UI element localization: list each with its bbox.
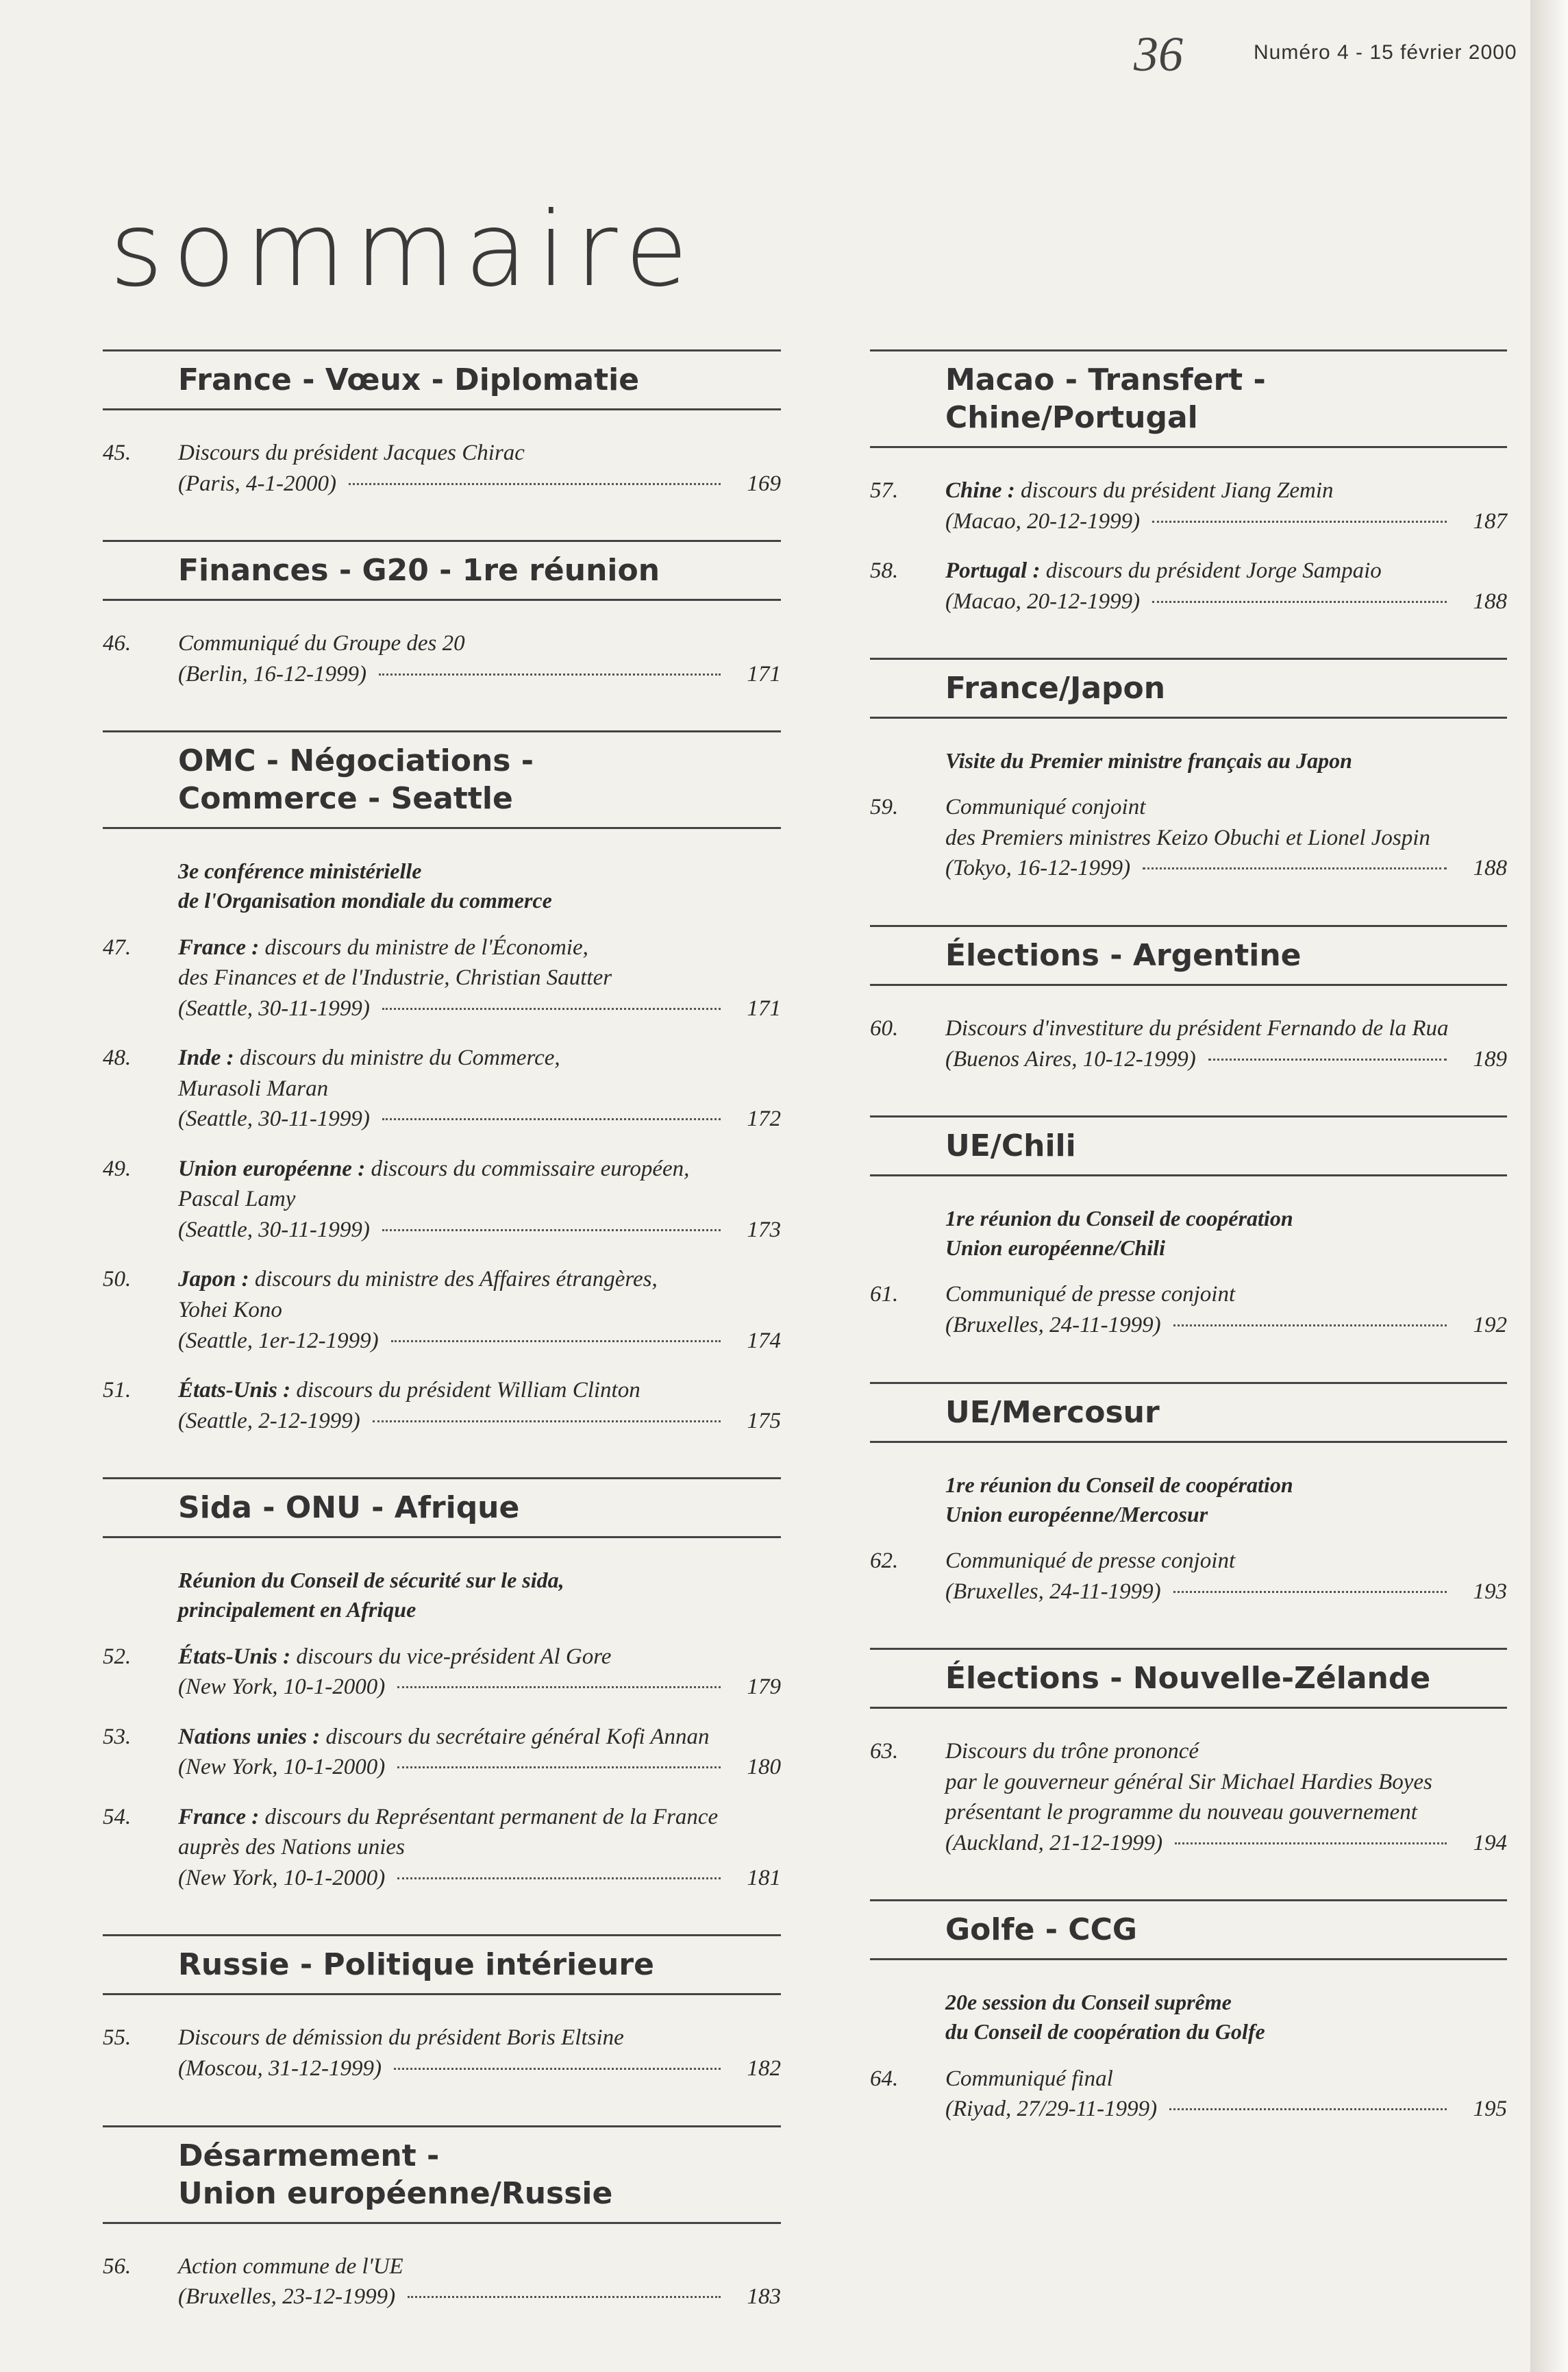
entry-number: 47. [103, 935, 132, 960]
page-number: 171 [747, 996, 781, 1021]
entry-number: 63. [870, 1739, 899, 1764]
dot-leader [382, 1118, 721, 1120]
entry-text: (Riyad, 27/29-11-1999) [945, 2097, 1158, 2122]
entry-line [178, 2023, 781, 2053]
entry-text: (Seattle, 30-11-1999) [178, 996, 370, 1021]
section-heading-line: OMC - Négociations - [178, 743, 534, 779]
page-number: 188 [1473, 589, 1507, 614]
entry-text: (Seattle, 30-11-1999) [178, 1107, 370, 1132]
toc-entry [103, 2023, 781, 2084]
entry-lead: Inde : [178, 1046, 234, 1071]
toc-entry [103, 1642, 781, 1703]
entry-number: 60. [870, 1016, 899, 1041]
section-heading-line: France - Vœux - Diplomatie [178, 362, 640, 397]
toc-section [103, 1477, 781, 1893]
entry-number: 57. [870, 478, 899, 503]
section-subtitle [945, 1470, 1507, 1529]
entry-line [178, 1074, 781, 1104]
section-heading-line: Élections - Argentine [945, 938, 1302, 974]
entry-text: France : discours du ministre de l'Économie, [178, 935, 588, 960]
entry-line [945, 1044, 1507, 1075]
entry-line [945, 1828, 1507, 1859]
entry-line [945, 1279, 1507, 1310]
dot-leader [373, 1420, 721, 1422]
entry-line [945, 823, 1507, 854]
entry-line [178, 1043, 781, 1074]
dot-leader [1173, 1591, 1447, 1593]
entry-body [945, 475, 1507, 536]
toc-entry [103, 932, 781, 1024]
section-heading-line: Commerce - Seattle [178, 781, 513, 817]
section-subtitle-line: 20e session du Conseil suprême [945, 1990, 1232, 2015]
entry-number: 64. [870, 2066, 899, 2091]
entry-text: (Moscou, 31-12-1999) [178, 2055, 382, 2081]
section-heading [870, 1115, 1507, 1176]
entry-line [178, 2282, 781, 2312]
toc-entry [103, 438, 781, 499]
toc-section [870, 1115, 1507, 1340]
section-subtitle-line: 1re réunion du Conseil de coopération [945, 1472, 1293, 1497]
dot-leader [1169, 2108, 1447, 2110]
entry-line [945, 506, 1507, 537]
entry-text: (Seattle, 30-11-1999) [178, 1217, 370, 1242]
page-number: 189 [1473, 1046, 1507, 1072]
section-heading-line: Finances - G20 - 1re réunion [178, 553, 660, 589]
entry-text: Portugal : discours du président Jorge Sampaio [945, 558, 1382, 584]
entry-line [178, 1832, 781, 1863]
toc-section [870, 658, 1507, 884]
entry-body [178, 628, 781, 689]
entry-line [178, 1642, 781, 1672]
entry-text: Chine : discours du président Jiang Zemin [945, 478, 1334, 503]
entry-body [945, 792, 1507, 884]
section-subtitle-line: 3e conférence ministérielle [178, 858, 422, 884]
entry-text: (Berlin, 16-12-1999) [178, 661, 366, 687]
toc-section [103, 730, 781, 1436]
entry-body [178, 1264, 781, 1356]
entry-text: Communiqué conjoint [945, 795, 1146, 820]
page-number: 179 [747, 1675, 781, 1700]
section-subtitle [178, 856, 781, 915]
section-heading [870, 925, 1507, 986]
dot-leader [382, 1229, 721, 1231]
section-heading [103, 540, 781, 601]
toc-entry [103, 628, 781, 689]
entry-line [178, 1752, 781, 1783]
section-subtitle-line: 1re réunion du Conseil de coopération [945, 1206, 1293, 1231]
entry-lead: Union européenne : [178, 1156, 366, 1181]
toc-entry [870, 475, 1507, 536]
entry-line [178, 1295, 781, 1326]
section-heading-line: Russie - Politique intérieure [178, 1947, 654, 1983]
section-subtitle [178, 1566, 781, 1624]
entry-text: Communiqué final [945, 2066, 1113, 2091]
dot-leader [397, 1877, 721, 1879]
entry-text: Murasoli Maran [178, 1076, 329, 1101]
toc-section [103, 540, 781, 689]
entry-body [178, 1642, 781, 1703]
toc-section [103, 1934, 781, 2084]
entry-lead: Chine : [945, 478, 1015, 503]
entry-number: 58. [870, 558, 899, 584]
entry-lead: France : [178, 935, 260, 960]
entry-text: Japon : discours du ministre des Affaires étrangères, [178, 1267, 658, 1292]
issue-header: Numéro 4 - 15 février 2000 [1254, 41, 1517, 64]
entry-line [178, 1104, 781, 1135]
page-number: 194 [1473, 1830, 1507, 1855]
dot-leader [1152, 601, 1447, 603]
entry-body [178, 1722, 781, 1783]
section-subtitle-line: de l'Organisation mondiale du commerce [178, 888, 552, 913]
toc-entry [870, 1736, 1507, 1858]
toc-entry [103, 1375, 781, 1436]
toc-entry [870, 792, 1507, 884]
page-number: 193 [1473, 1579, 1507, 1604]
page-number: 169 [747, 471, 781, 496]
dot-leader [382, 1008, 721, 1010]
entry-lead: États-Unis : [178, 1378, 291, 1403]
section-heading-line: France/Japon [945, 671, 1166, 706]
section-heading [103, 2125, 781, 2224]
entry-body [178, 1154, 781, 1246]
entry-line [178, 438, 781, 469]
section-subtitle-line: Visite du Premier ministre français au Japon [945, 748, 1352, 774]
entry-text: (Macao, 20-12-1999) [945, 589, 1141, 614]
entry-body [945, 556, 1507, 617]
entry-text: Union européenne : discours du commissaire européen, [178, 1156, 690, 1181]
right-column [870, 349, 1507, 2166]
entry-line [178, 1802, 781, 1833]
entry-line [178, 659, 781, 690]
entry-line [945, 1767, 1507, 1798]
entry-text: (Bruxelles, 24-11-1999) [945, 1313, 1161, 1338]
toc-entry [103, 1043, 781, 1135]
section-heading [103, 1934, 781, 1995]
entry-text: Inde : discours du ministre du Commerce, [178, 1046, 560, 1071]
entry-lead: Japon : [178, 1267, 249, 1292]
entry-body [178, 2251, 781, 2312]
entry-line [945, 1546, 1507, 1577]
entry-body [178, 1802, 781, 1894]
section-subtitle [945, 1204, 1507, 1263]
dot-leader [397, 1766, 721, 1768]
page-number: 171 [747, 661, 781, 687]
entry-line [945, 586, 1507, 617]
section-subtitle-line: Union européenne/Mercosur [945, 1501, 1208, 1527]
toc-entry [103, 2251, 781, 2312]
section-heading-line: UE/Mercosur [945, 1394, 1160, 1430]
section-subtitle-line: principalement en Afrique [178, 1597, 416, 1622]
toc-entry [870, 556, 1507, 617]
entry-number: 62. [870, 1548, 899, 1573]
entry-line [945, 2094, 1507, 2125]
section-heading [870, 658, 1507, 719]
toc-section [870, 349, 1507, 617]
entry-line [945, 1310, 1507, 1341]
toc-entry [870, 2064, 1507, 2125]
entry-lead: Nations unies : [178, 1724, 321, 1749]
entry-body [178, 2023, 781, 2084]
section-heading-line: Élections - Nouvelle-Zélande [945, 1661, 1431, 1696]
entry-text: Pascal Lamy [178, 1187, 296, 1212]
entry-number: 56. [103, 2253, 132, 2279]
entry-line [178, 1375, 781, 1406]
entry-text: Discours d'investiture du président Fernando de la Rua [945, 1016, 1449, 1041]
entry-number: 45. [103, 441, 132, 465]
entry-text: États-Unis : discours du président William Clinton [178, 1378, 640, 1403]
toc-entry [870, 1546, 1507, 1607]
entry-text: France : discours du Représentant permanent de la France [178, 1804, 719, 1829]
toc-entry [103, 1802, 781, 1894]
dot-leader [397, 1686, 721, 1688]
entry-body [178, 1043, 781, 1135]
section-heading [870, 1899, 1507, 1960]
entry-number: 54. [103, 1804, 132, 1829]
entry-text: (New York, 10-1-2000) [178, 1675, 386, 1700]
entry-lead: France : [178, 1804, 260, 1829]
dot-leader [1143, 867, 1447, 869]
entry-line [178, 1863, 781, 1894]
section-heading [870, 1648, 1507, 1709]
entry-number: 59. [870, 795, 899, 820]
entry-text: Communiqué de presse conjoint [945, 1548, 1236, 1573]
entry-text: auprès des Nations unies [178, 1835, 405, 1860]
entry-text: Discours du trône prononcé [945, 1739, 1199, 1764]
entry-number: 50. [103, 1267, 132, 1292]
entry-line [945, 1797, 1507, 1828]
section-subtitle-line: Réunion du Conseil de sécurité sur le sida, [178, 1568, 564, 1593]
entry-text: Discours du président Jacques Chirac [178, 441, 525, 465]
entry-text: Action commune de l'UE [178, 2253, 403, 2279]
toc-section [870, 1382, 1507, 1607]
entry-line [945, 2064, 1507, 2095]
entry-number: 46. [103, 631, 132, 656]
toc-entry [103, 1722, 781, 1783]
toc-section [870, 925, 1507, 1074]
section-heading [870, 1382, 1507, 1443]
dot-leader [1173, 1324, 1447, 1326]
entry-line [945, 1736, 1507, 1767]
entry-text: présentant le programme du nouveau gouvernement [945, 1800, 1417, 1825]
entry-line [178, 1326, 781, 1357]
page-number: 181 [747, 1865, 781, 1890]
entry-text: (Buenos Aires, 10-12-1999) [945, 1046, 1196, 1072]
entry-number: 53. [103, 1724, 132, 1749]
entry-text: (New York, 10-1-2000) [178, 1755, 386, 1780]
entry-line [178, 1184, 781, 1215]
entry-text: (New York, 10-1-2000) [178, 1865, 386, 1890]
toc-section [103, 2125, 781, 2312]
entry-line [178, 469, 781, 499]
entry-line [178, 1154, 781, 1185]
entry-line [178, 628, 781, 659]
section-subtitle [945, 1988, 1507, 2047]
entry-line [178, 993, 781, 1024]
section-heading-line: Chine/Portugal [945, 400, 1198, 435]
entry-text: (Paris, 4-1-2000) [178, 471, 336, 496]
entry-text: Yohei Kono [178, 1298, 282, 1323]
dot-leader [1152, 521, 1447, 523]
section-subtitle-line: Union européenne/Chili [945, 1235, 1165, 1261]
entry-line [178, 2251, 781, 2282]
entry-text: (Auckland, 21-12-1999) [945, 1830, 1163, 1855]
entry-lead: Portugal : [945, 558, 1041, 584]
section-heading [103, 349, 781, 410]
entry-text: (Macao, 20-12-1999) [945, 508, 1141, 534]
entry-body [178, 932, 781, 1024]
entry-body [945, 2064, 1507, 2125]
entry-body [945, 1013, 1507, 1074]
dot-leader [1208, 1059, 1447, 1061]
section-heading [103, 1477, 781, 1538]
page-number: 173 [747, 1217, 781, 1242]
entry-text: (Bruxelles, 23-12-1999) [178, 2284, 396, 2310]
entry-text: des Premiers ministres Keizo Obuchi et Lionel Jospin [945, 825, 1430, 850]
section-heading-line: UE/Chili [945, 1128, 1076, 1164]
entry-line [178, 963, 781, 993]
entry-line [178, 1264, 781, 1295]
entry-number: 61. [870, 1282, 899, 1307]
entry-line [945, 1013, 1507, 1044]
page-number: 188 [1473, 856, 1507, 881]
entry-text: Nations unies : discours du secrétaire général Kofi Annan [178, 1724, 710, 1749]
page-number: 183 [747, 2284, 781, 2310]
section-heading-line: Macao - Transfert - [945, 362, 1266, 397]
dot-leader [408, 2296, 721, 2298]
entry-line [945, 556, 1507, 586]
entry-lead: États-Unis : [178, 1644, 291, 1669]
entry-line [945, 853, 1507, 884]
page-number: 195 [1473, 2097, 1507, 2122]
section-subtitle-line: du Conseil de coopération du Golfe [945, 2019, 1265, 2044]
toc-entry [103, 1264, 781, 1356]
entry-body [945, 1279, 1507, 1340]
entry-line [178, 2053, 781, 2084]
page-number: 182 [747, 2055, 781, 2081]
entry-body [945, 1546, 1507, 1607]
dot-leader [379, 674, 721, 676]
page-number: 174 [747, 1328, 781, 1353]
dot-leader [391, 1340, 721, 1342]
section-heading-line: Désarmement - [178, 2138, 440, 2173]
entry-text: (Bruxelles, 24-11-1999) [945, 1579, 1161, 1604]
toc-section [870, 1648, 1507, 1858]
toc-entry [870, 1013, 1507, 1074]
dot-leader [394, 2068, 721, 2070]
entry-body [178, 438, 781, 499]
toc-section [103, 349, 781, 499]
page-number: 192 [1473, 1313, 1507, 1338]
entry-text: Communiqué de presse conjoint [945, 1282, 1236, 1307]
entry-text: (Seattle, 2-12-1999) [178, 1408, 360, 1433]
entry-text: États-Unis : discours du vice-président Al Gore [178, 1644, 612, 1669]
entry-body [178, 1375, 781, 1436]
entry-line [178, 932, 781, 963]
handwritten-note: 36 [1134, 27, 1183, 82]
entry-number: 51. [103, 1378, 132, 1403]
left-column [103, 349, 781, 2354]
entry-number: 48. [103, 1046, 132, 1071]
toc-entry [103, 1154, 781, 1246]
entry-line [178, 1215, 781, 1246]
section-heading [103, 730, 781, 829]
entry-number: 55. [103, 2025, 132, 2051]
entry-line [945, 792, 1507, 823]
toc-entry [870, 1279, 1507, 1340]
entry-text: Discours de démission du président Boris Eltsine [178, 2025, 624, 2051]
entry-text: Communiqué du Groupe des 20 [178, 631, 465, 656]
section-subtitle [945, 746, 1507, 776]
entry-line [178, 1722, 781, 1753]
section-heading-line: Sida - ONU - Afrique [178, 1490, 520, 1526]
entry-text: des Finances et de l'Industrie, Christian Sautter [178, 965, 612, 991]
entry-line [945, 1577, 1507, 1607]
entry-line [178, 1672, 781, 1703]
dot-leader [349, 483, 721, 485]
page-number: 172 [747, 1107, 781, 1132]
entry-line [178, 1406, 781, 1437]
section-heading [870, 349, 1507, 448]
toc-section [870, 1899, 1507, 2124]
entry-line [945, 475, 1507, 506]
entry-body [945, 1736, 1507, 1858]
page-number: 180 [747, 1755, 781, 1780]
page-number: 175 [747, 1408, 781, 1433]
page-title: sommaire [110, 190, 698, 310]
entry-number: 49. [103, 1156, 132, 1181]
entry-text: par le gouverneur général Sir Michael Hardies Boyes [945, 1769, 1432, 1794]
entry-text: (Seattle, 1er-12-1999) [178, 1328, 379, 1353]
section-heading-line: Union européenne/Russie [178, 2175, 613, 2211]
page-number: 187 [1473, 508, 1507, 534]
section-heading-line: Golfe - CCG [945, 1912, 1138, 1948]
entry-text: (Tokyo, 16-12-1999) [945, 856, 1131, 881]
dot-leader [1175, 1842, 1447, 1844]
entry-number: 52. [103, 1644, 132, 1669]
binding-edge [1530, 0, 1568, 2372]
